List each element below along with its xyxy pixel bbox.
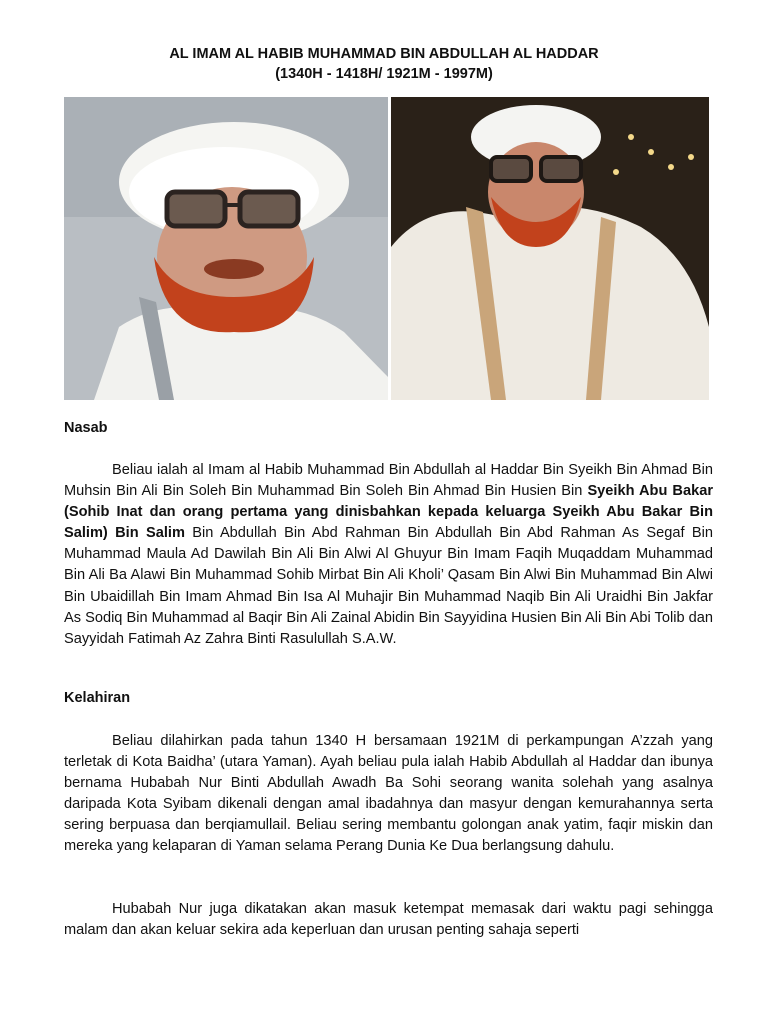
section-heading-nasab: Nasab [64,420,108,436]
portrait-photo-left [64,97,388,400]
kelahiran-text-2: Hubabah Nur juga dikatakan akan masuk ketempat memasak dari waktu pagi sehingga malam dan akan keluar sekira ada keperluan dan urusan penting sahaja seperti [64,901,713,939]
portrait-photo-right [391,97,709,400]
nasab-text-part1: Beliau ialah al Imam al Habib Muhammad Bin Abdullah al Haddar Bin Syeikh Bin Ahmad Bin Muhsin Bin Ali Bin Soleh Bin Muhammad Bin Soleh Bin Ahmad Bin Husien Bin [64,462,713,500]
paragraph-kelahiran-1 [64,731,713,858]
section-heading-kelahiran: Kelahiran [64,690,131,706]
nasab-text-part2: Bin Abdullah Bin Abd Rahman Bin Abdullah Bin Abd Rahman As Segaf Bin Muhammad Maula Ad Dawilah Bin Ali Bin Alwi Al Ghuyur Bin Imam Faqih Muqaddam Muhammad Bin Ali Ba Alawi Bin Muhammad Sohib Mirbat Bin Ali Kholi’ Qasam Bin Alwi Bin Muhammad Bin Alwi Bin Ubaidillah Bin Imam Ahmad Bin Isa Al Muhajir Bin Muhammad Naqib Bin Ali Uraidhi Bin Jakfar As Sodiq Bin Muhammad al Baqir Bin Ali Zainal Abidin Bin Sayyidina Husien Bin Ali Bin Abi Tolib dan Sayyidah Fatimah Az Zahra Binti Rasulullah S.A.W. [64,525,713,647]
kelahiran-text-1: Beliau dilahirkan pada tahun 1340 H bersamaan 1921M di perkampungan A’zzah yang terletak di Kota Baidha’ (utara Yaman). Ayah beliau pula ialah Habib Abdullah al Haddar dan ibunya bernama Hubabah Nur Binti Abdullah Awadh Ba Sohi seorang wanita solehah yang asalnya daripada Kota Syibam dikenali dengan amal ibadahnya dan masyur dengan kemurahannya serta sering berpuasa dan berqiamullail. Beliau sering membantu golongan anak yatim, faqir miskin dan mereka yang kelaparan di Yaman selama Perang Dunia Ke Dua berlangsung dahulu. [64,733,713,855]
document-subtitle-dates: (1340H - 1418H/ 1921M - 1997M) [275,66,493,82]
document-title: AL IMAM AL HABIB MUHAMMAD BIN ABDULLAH AL HADDAR [169,46,599,62]
paragraph-nasab [64,460,713,650]
nasab-text-bold: Syeikh Abu Bakar (Sohib Inat dan orang pertama yang dinisbahkan kepada keluarga Syeikh Abu Bakar Bin Salim) Bin Salim [64,483,713,542]
paragraph-kelahiran-2 [64,899,713,941]
